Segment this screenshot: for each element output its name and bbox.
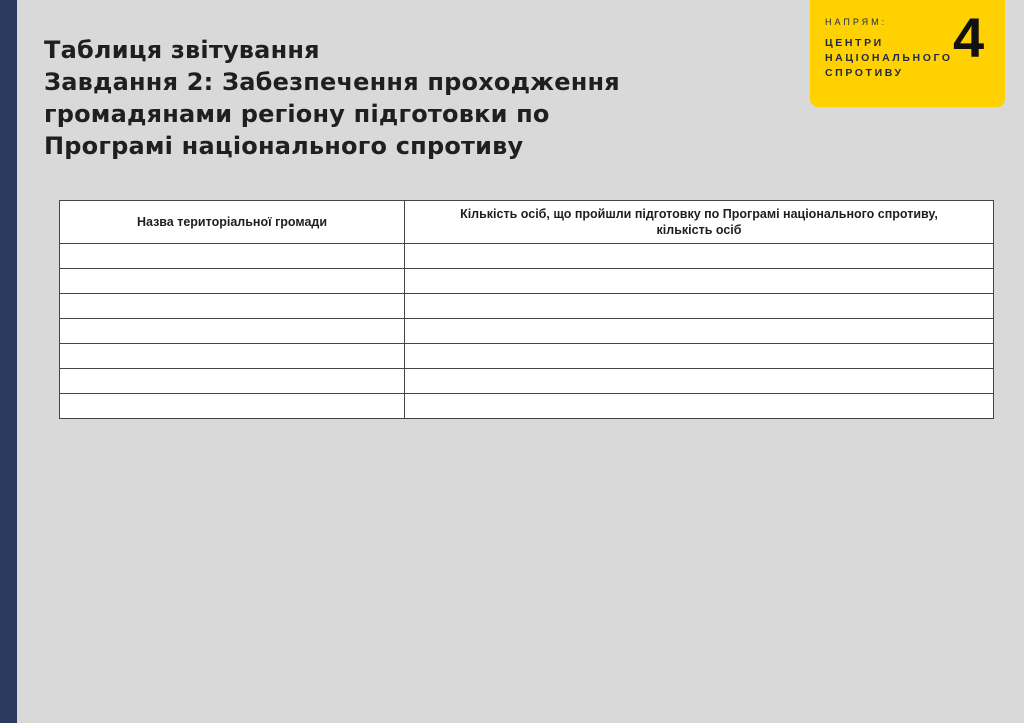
header-community: Назва територіальної громади <box>60 201 405 244</box>
badge-number: 4 <box>953 6 985 69</box>
table-header-row <box>60 201 994 244</box>
report-table <box>59 200 994 419</box>
cell-community[interactable] <box>60 294 405 319</box>
badge-line-1: ЦЕНТРИ <box>825 37 884 49</box>
cell-count[interactable] <box>405 269 994 294</box>
header-count-line-2: кількість осіб <box>656 223 742 237</box>
cell-count[interactable] <box>405 244 994 269</box>
cell-count[interactable] <box>405 294 994 319</box>
header-count <box>405 201 994 244</box>
header-count-line-1: Кількість осіб, що пройшли підготовку по Програмі національного спротиву, <box>460 207 938 221</box>
table-row <box>60 294 994 319</box>
badge-direction-name <box>825 36 953 81</box>
table-row <box>60 244 994 269</box>
cell-count[interactable] <box>405 394 994 419</box>
badge-line-3: СПРОТИВУ <box>825 67 904 79</box>
table-row <box>60 369 994 394</box>
badge-kicker: НАПРЯМ: <box>825 17 888 27</box>
table-row <box>60 344 994 369</box>
cell-count[interactable] <box>405 344 994 369</box>
direction-badge <box>810 0 1005 107</box>
table-row <box>60 319 994 344</box>
title-line-1: Таблиця звітування <box>44 36 320 64</box>
table-row <box>60 394 994 419</box>
cell-community[interactable] <box>60 369 405 394</box>
cell-count[interactable] <box>405 319 994 344</box>
page-title <box>44 34 744 162</box>
table-row <box>60 269 994 294</box>
cell-community[interactable] <box>60 244 405 269</box>
cell-count[interactable] <box>405 369 994 394</box>
title-line-3: громадянами регіону підготовки по <box>44 100 550 128</box>
badge-line-2: НАЦІОНАЛЬНОГО <box>825 52 953 64</box>
cell-community[interactable] <box>60 344 405 369</box>
title-line-4: Програмі національного спротиву <box>44 132 524 160</box>
cell-community[interactable] <box>60 319 405 344</box>
side-accent-bar <box>0 0 17 723</box>
title-line-2: Завдання 2: Забезпечення проходження <box>44 68 620 96</box>
cell-community[interactable] <box>60 269 405 294</box>
cell-community[interactable] <box>60 394 405 419</box>
